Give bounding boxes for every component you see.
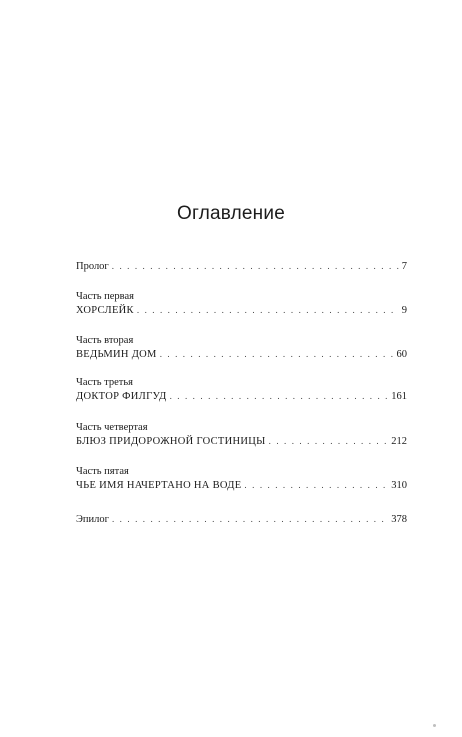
part-label: Часть третья xyxy=(76,377,133,388)
dot-leader xyxy=(244,479,388,491)
toc-line xyxy=(76,435,407,448)
toc-page-number: 60 xyxy=(396,349,407,360)
part-label: Часть четвертая xyxy=(76,422,148,433)
part-label: Часть вторая xyxy=(76,335,134,346)
toc-entry-title: ХОРСЛЕЙК xyxy=(76,305,134,316)
toc-line xyxy=(76,260,407,273)
scan-speck xyxy=(433,724,436,727)
toc-line xyxy=(76,304,407,317)
toc-line xyxy=(76,479,407,492)
toc-page-number: 9 xyxy=(401,305,407,316)
toc-line xyxy=(76,348,407,361)
dot-leader xyxy=(112,260,399,272)
dot-leader xyxy=(137,304,399,316)
toc-page-number: 310 xyxy=(391,480,407,491)
dot-leader xyxy=(170,390,389,402)
toc-entry-prologue[interactable] xyxy=(76,260,407,273)
dot-leader xyxy=(112,513,388,525)
toc-entry-epilogue[interactable] xyxy=(76,513,407,526)
toc-entry-part-1[interactable] xyxy=(76,291,407,317)
toc-entry-title: Пролог xyxy=(76,261,109,272)
toc-entry-title: Эпилог xyxy=(76,514,109,525)
toc-entry-title: ЧЬЕ ИМЯ НАЧЕРТАНО НА ВОДЕ xyxy=(76,480,242,491)
page-title: Оглавление xyxy=(177,203,285,224)
part-label: Часть первая xyxy=(76,291,134,302)
toc-page-number: 378 xyxy=(391,514,407,525)
dot-leader xyxy=(160,348,394,360)
toc-entry-title: БЛЮЗ ПРИДОРОЖНОЙ ГОСТИНИЦЫ xyxy=(76,436,266,447)
toc-entry-part-5[interactable] xyxy=(76,466,407,492)
toc-entry-title: ДОКТОР ФИЛГУД xyxy=(76,391,167,402)
toc-page-number: 161 xyxy=(391,391,407,402)
toc-entry-part-2[interactable] xyxy=(76,335,407,361)
part-label: Часть пятая xyxy=(76,466,129,477)
dot-leader xyxy=(269,435,389,447)
toc-page-number: 7 xyxy=(401,261,407,272)
toc-line xyxy=(76,513,407,526)
toc-entry-title: ВЕДЬМИН ДОМ xyxy=(76,349,157,360)
toc-line xyxy=(76,390,407,403)
toc-page-number: 212 xyxy=(391,436,407,447)
toc-entry-part-4[interactable] xyxy=(76,422,407,448)
toc-entry-part-3[interactable] xyxy=(76,377,407,403)
